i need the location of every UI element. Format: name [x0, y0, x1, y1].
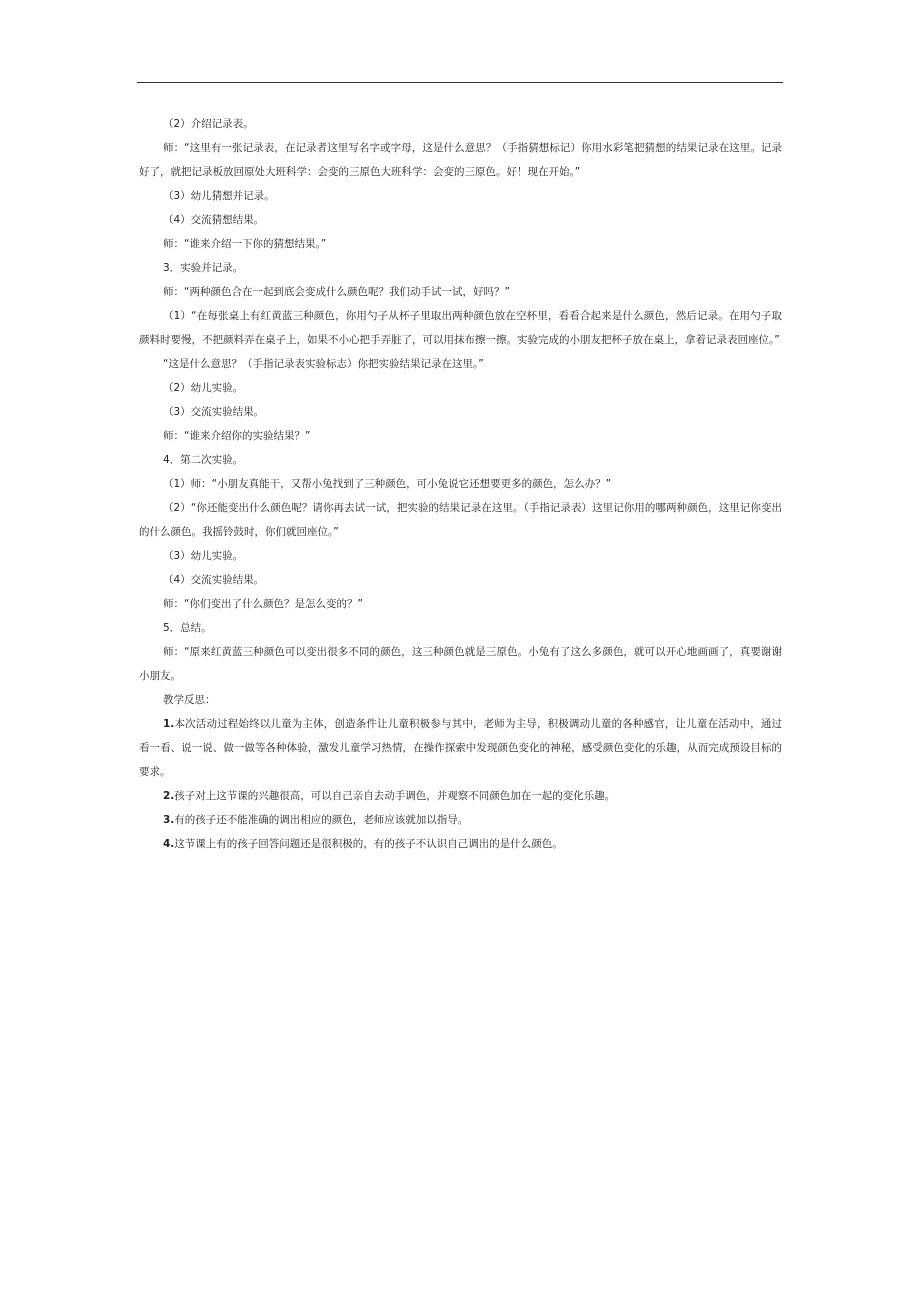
paragraph: 师：“两种颜色合在一起到底会变成什么颜色呢？我们动手试一试，好吗？” — [163, 286, 510, 298]
header-divider — [137, 82, 783, 83]
document-body — [139, 112, 782, 856]
paragraph: （2）幼儿实验。 — [163, 382, 244, 394]
reflection-text: 本次活动过程始终以儿童为主体，创造条件让儿童积极参与其中，老师为主导，积极调动儿童的各种感官，让儿童在活动中，通过看一看、说一说、做一做等各种体验，激发儿童学习热情，在操作探索中发现颜色变化的神秘，感受颜色变化的乐趣，从而完成预设目标的要求。 — [139, 718, 782, 778]
reflection-number: 3. — [163, 814, 175, 826]
paragraph: 师：“谁来介绍一下你的猜想结果。” — [163, 238, 327, 250]
paragraph: “这是什么意思？（手指记录表实验标志）你把实验结果记录在这里。” — [163, 358, 484, 370]
reflection-text: 这节课上有的孩子回答问题还是很积极的，有的孩子不认识自己调出的是什么颜色。 — [174, 838, 563, 850]
paragraph: （4）交流实验结果。 — [163, 574, 265, 586]
reflection-item — [139, 832, 782, 856]
paragraph: （2）“你还能变出什么颜色呢？请你再去试一试，把实验的结果记录在这里。（手指记录表）这里记你用的哪两种颜色，这里记你变出的什么颜色。我摇铃鼓时，你们就回座位。” — [139, 502, 782, 538]
paragraph: （1）师：“小朋友真能干，又帮小兔找到了三种颜色，可小兔说它还想要更多的颜色，怎么办？” — [163, 478, 612, 490]
reflection-number: 4. — [163, 838, 175, 850]
reflection-item — [139, 784, 782, 808]
reflection-text: 孩子对上这节课的兴趣很高，可以自己亲自去动手调色，并观察不同颜色加在一起的变化乐趣。 — [174, 790, 616, 802]
paragraph: （3）交流实验结果。 — [163, 406, 265, 418]
reflection-text: 有的孩子还不能准确的调出相应的颜色，老师应该就加以指导。 — [174, 814, 469, 826]
reflection-heading: 教学反思： — [163, 694, 216, 706]
reflection-number: 2. — [163, 790, 175, 802]
reflection-item — [139, 712, 782, 784]
section-heading: 4．第二次实验。 — [163, 454, 244, 466]
paragraph: （3）幼儿猜想并记录。 — [163, 190, 275, 202]
reflection-number: 1. — [163, 718, 175, 730]
paragraph: 师：“你们变出了什么颜色？是怎么变的？” — [163, 598, 363, 610]
paragraph: 师：“原来红黄蓝三种颜色可以变出很多不同的颜色，这三种颜色就是三原色。小兔有了这么多颜色，就可以开心地画画了，真要谢谢小朋友。 — [139, 646, 782, 682]
section-heading: 3．实验并记录。 — [163, 262, 244, 274]
paragraph: （1）“在每张桌上有红黄蓝三种颜色，你用勺子从杯子里取出两种颜色放在空杯里，看看合起来是什么颜色，然后记录。在用勺子取颜料时要慢，不把颜料弄在桌子上，如果不小心把手弄脏了，可以用抹布擦一擦。实验完成的小朋友把杯子放在桌上，拿着记录表回座位。” — [139, 310, 782, 346]
paragraph: （2）介绍记录表。 — [163, 118, 254, 130]
paragraph: 师：“谁来介绍你的实验结果？” — [163, 430, 311, 442]
paragraph: （3）幼儿实验。 — [163, 550, 244, 562]
reflection-item — [139, 808, 782, 832]
paragraph: （4）交流猜想结果。 — [163, 214, 265, 226]
section-heading: 5．总结。 — [163, 622, 212, 634]
paragraph: 师：“这里有一张记录表，在记录者这里写名字或字母，这是什么意思？（手指猜想标记）你用水彩笔把猜想的结果记录在这里。记录好了，就把记录板放回原处大班科学：会变的三原色大班科学：会变的三原色。好！现在开始。” — [139, 142, 782, 178]
